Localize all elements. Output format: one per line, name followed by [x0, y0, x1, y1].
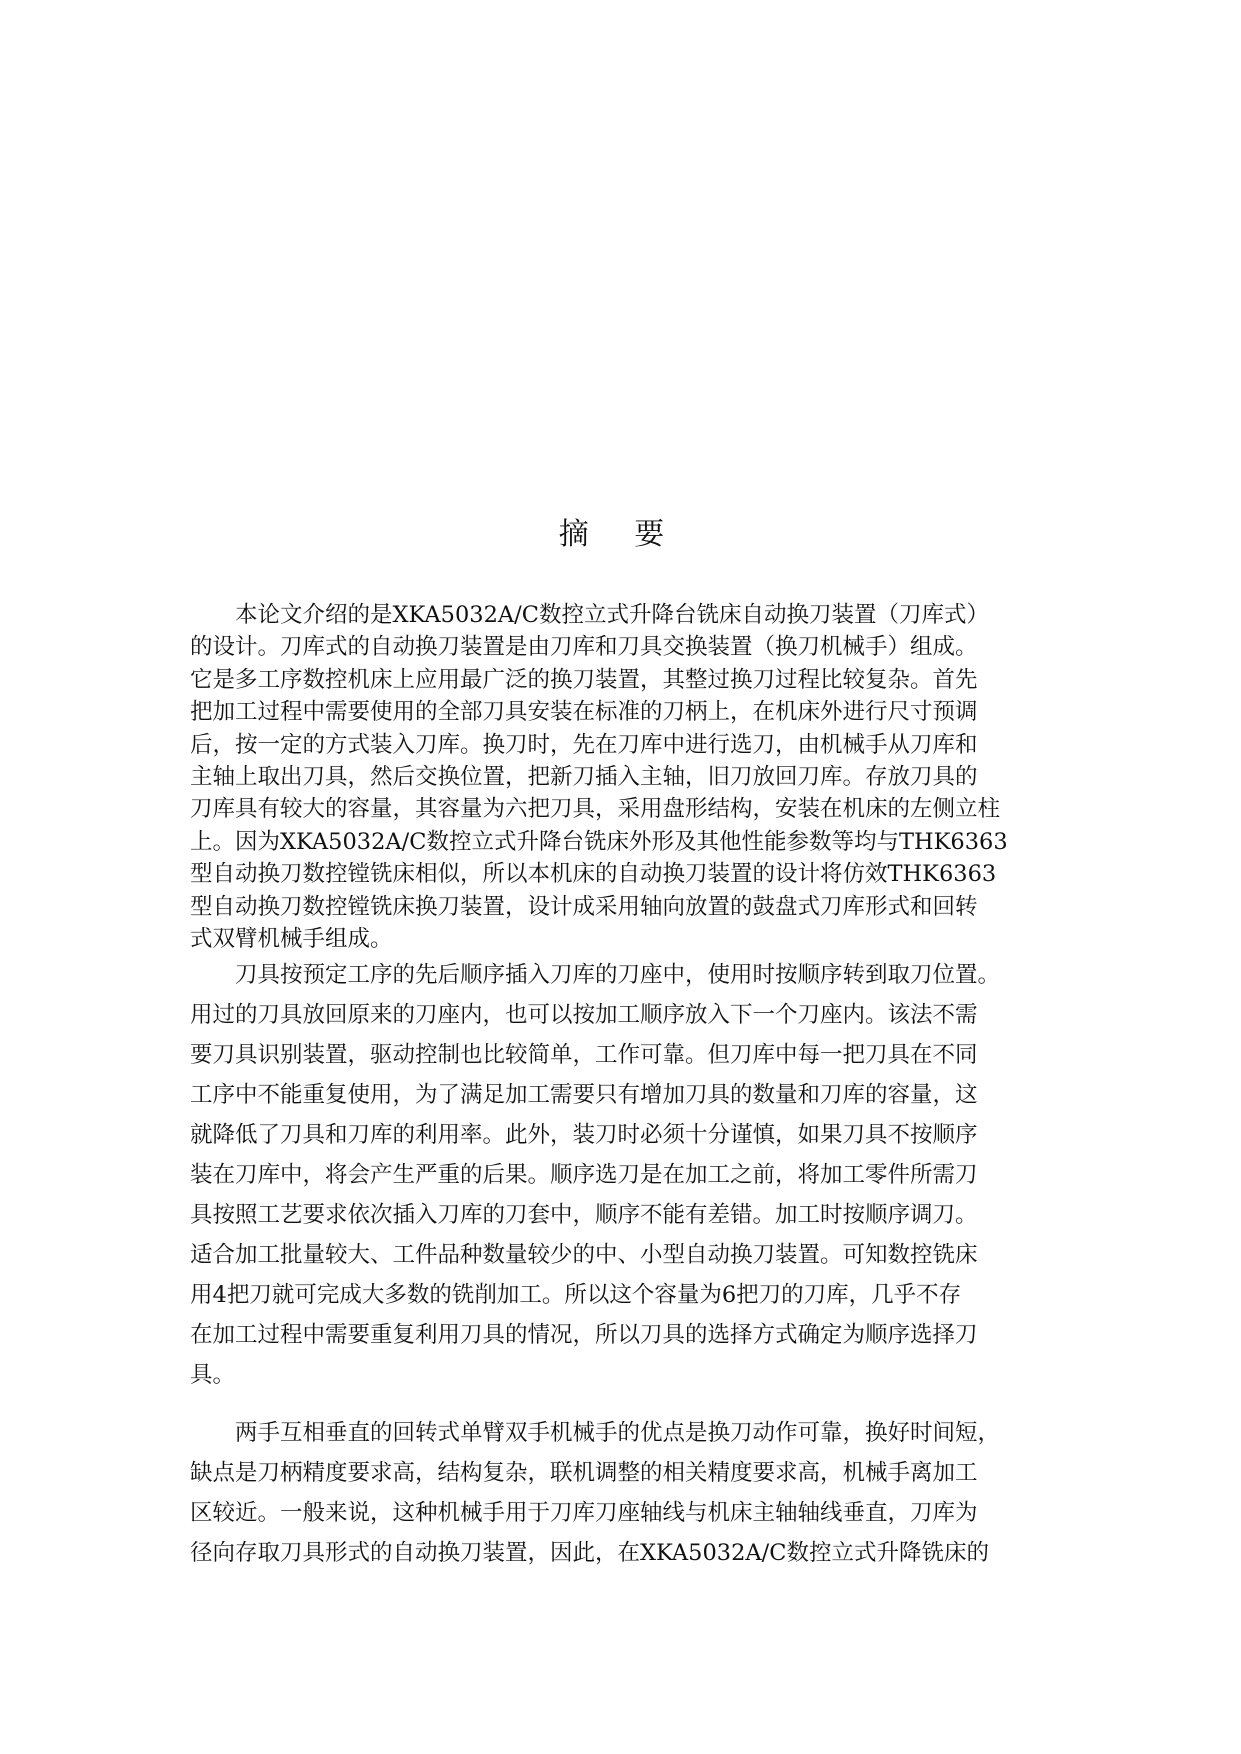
page-title: 摘 要: [558, 517, 683, 552]
paragraph-3: 两手互相垂直的回转式单臂双手机械手的优点是换刀动作可靠，换好时间短， 缺点是刀柄精度要求高，结构复杂，联机调整的相关精度要求高，机械手离加工 区较近。一般来说，这种机械手用于刀库刀座轴线与机床主轴轴线垂直，刀库为 径向存取刀具形式的自动换刀装置，因此，在XKA5032A/C数控立式升降铣床的: [190, 1420, 1001, 1566]
paragraph-1: 本论文介绍的是XKA5032A/C数控立式升降台铣床自动换刀装置（刀库式） 的设计。刀库式的自动换刀装置是由刀库和刀具交换装置（换刀机械手）组成。 它是多工序数控机床上应用最广泛的换刀装置，其整过换刀过程比较复杂。首先 把加工过程中需要使用的全部刀具安装在标准的刀柄上，在机床外进行尺寸预调 后，按一定的方式装入刀库。换刀时，先在刀库中进行选刀，由机械手从刀库和 主轴上取出刀具，然后交换位置，把新刀插入主轴，旧刀放回刀库。存放刀具的 刀库具有较大的容量，其容量为六把刀具，采用盘形结构，安装在机床的左侧立柱 上。因为XKA5032A/C数控立式升降台铣床外形及其他性能参数等均与THK6363 型自动换刀数控镗铣床相似，所以本机床的自动换刀装置的设计将仿效THK6363 型自动换刀数控镗铣床换刀装置，设计成采用轴向放置的鼓盘式刀库形式和回转 式双臂机械手组成。: [190, 602, 1008, 953]
paragraph-2: 刀具按预定工序的先后顺序插入刀库的刀座中，使用时按顺序转到取刀位置。 用过的刀具放回原来的刀座内，也可以按加工顺序放入下一个刀座内。该法不需 要刀具识别装置，驱动控制也比较简单，工作可靠。但刀库中每一把刀具在不同 工序中不能重复使用，为了满足加工需要只有增加刀具的数量和刀库的容量，这 就降低了刀具和刀库的利用率。此外，装刀时必须十分谨慎，如果刀具不按顺序 装在刀库中，将会产生严重的后果。顺序选刀是在加工之前，将加工零件所需刀 具按照工艺要求依次插入刀库的刀套中，顺序不能有差错。加工时按顺序调刀。 适合加工批量较大、工件品种数量较少的中、小型自动换刀装置。可知数控铣床 用4把刀就可完成大多数的铣削加工。所以这个容量为6把刀的刀库，几乎不存 在加工过程中需要重复利用刀具的情况，所以刀具的选择方式确定为顺序选择刀 具。: [190, 962, 1001, 1388]
